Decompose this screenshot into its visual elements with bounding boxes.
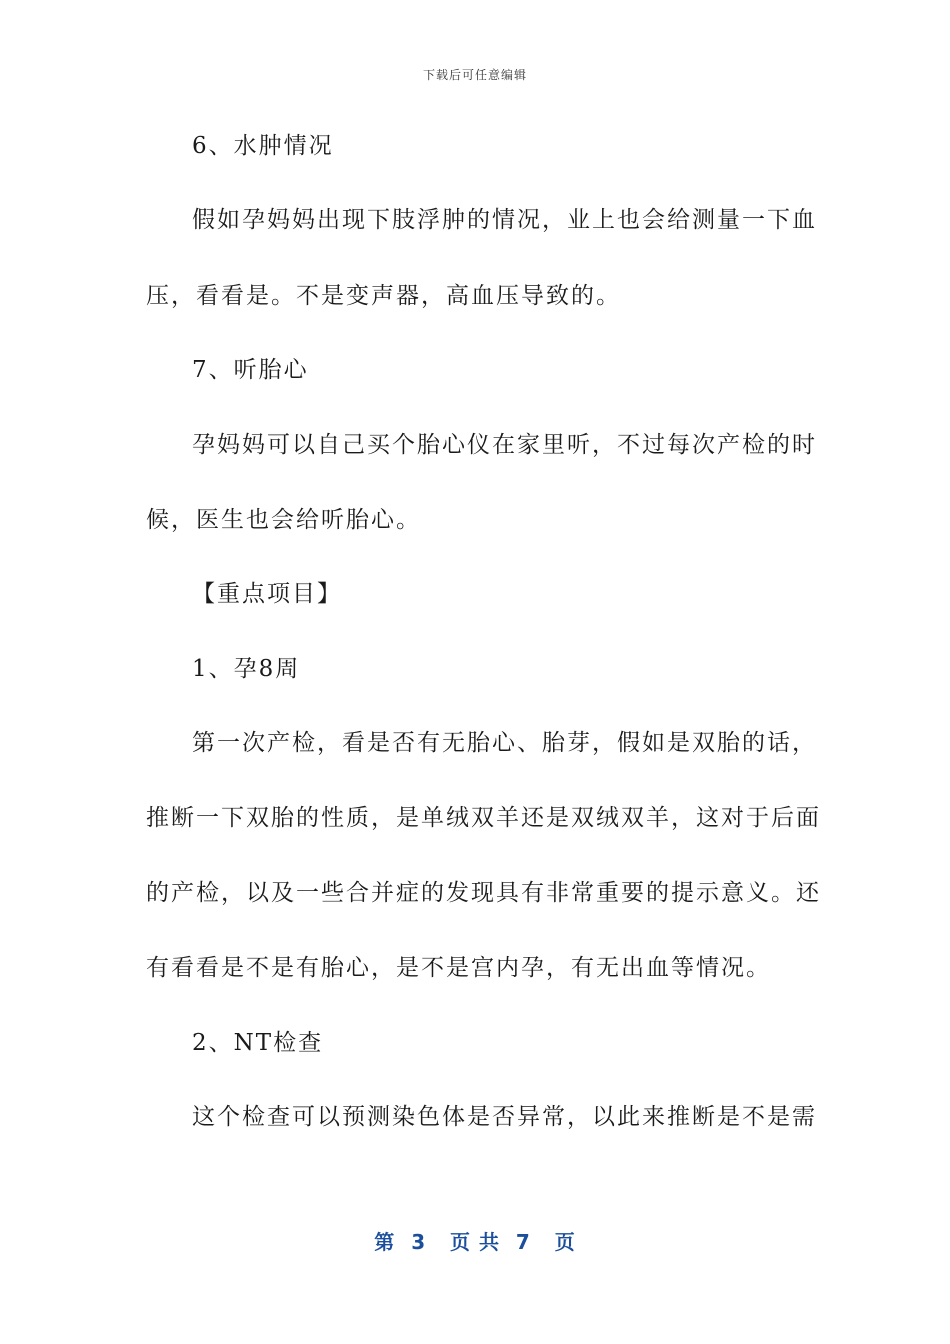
paragraph-week-8-line-2: 推断一下双胎的性质，是单绒双羊还是双绒双羊，这对于后面 <box>146 805 821 831</box>
paragraph-week-8-line-1: 第一次产检，看是否有无胎心、胎芽，假如是双胎的话， <box>192 730 817 756</box>
paragraph-edema-line-2: 压，看看是。不是变声器，高血压导致的。 <box>146 283 621 309</box>
paragraph-fetal-heart-line-1: 孕妈妈可以自己买个胎心仪在家里听，不过每次产检的时 <box>192 432 817 458</box>
page-footer-page-number: 第 3 页 共 7 页 <box>374 1230 576 1254</box>
paragraph-week-8-line-4: 有看看是不是有胎心，是不是宫内孕，有无出血等情况。 <box>146 955 771 981</box>
heading-fetal-heart: 7、听胎心 <box>192 357 309 383</box>
page-header: 下载后可任意编辑 <box>422 68 527 82</box>
heading-nt-check: 2、NT检查 <box>192 1030 324 1056</box>
heading-edema: 6、水肿情况 <box>192 133 334 159</box>
paragraph-fetal-heart-line-2: 候，医生也会给听胎心。 <box>146 507 421 533</box>
paragraph-edema-line-1: 假如孕妈妈出现下肢浮肿的情况，业上也会给测量一下血 <box>192 207 817 233</box>
paragraph-week-8-line-3: 的产检，以及一些合并症的发现具有非常重要的提示意义。还 <box>146 880 821 906</box>
paragraph-nt-check-line-1: 这个检查可以预测染色体是否异常，以此来推断是不是需 <box>192 1104 817 1130</box>
heading-week-8: 1、孕8周 <box>192 656 301 682</box>
section-key-items: 【重点项目】 <box>192 581 342 607</box>
